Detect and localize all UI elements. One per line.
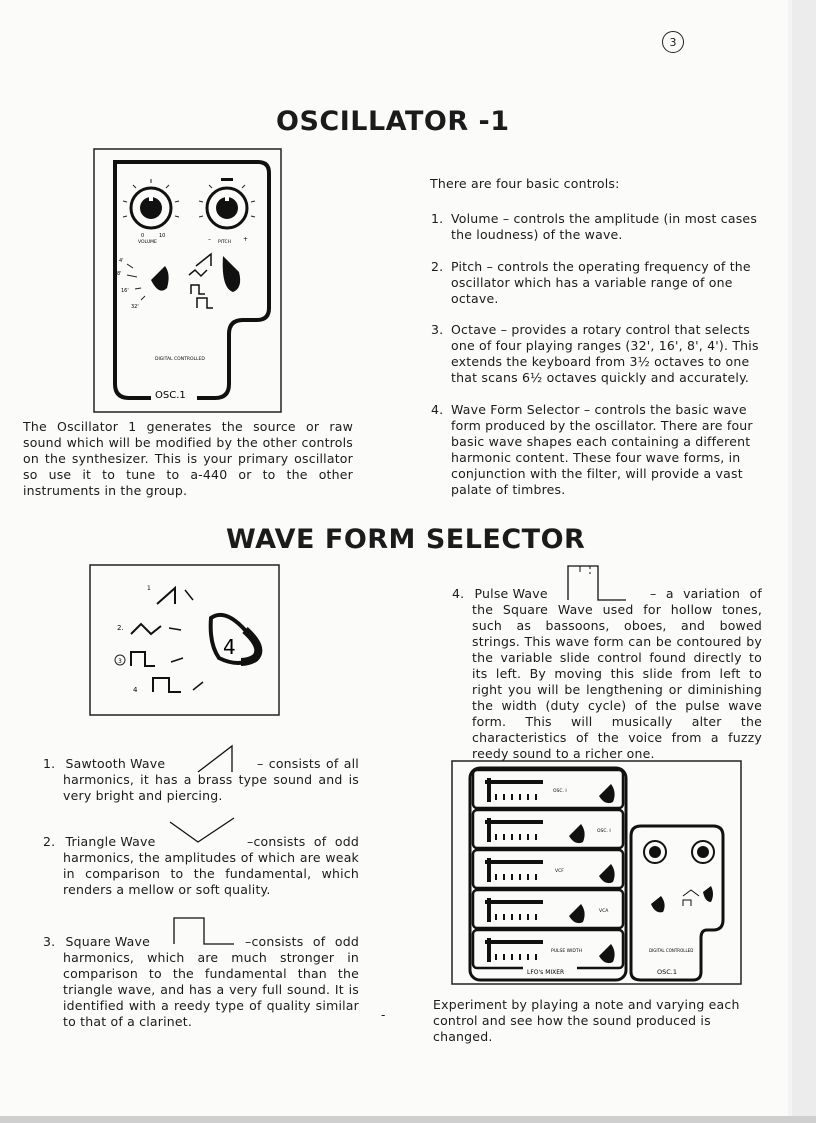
item-text: Pitch – controls the operating frequency of the oscillator which has a variable range of one octave. — [451, 259, 751, 306]
item-number: 4. — [431, 402, 444, 417]
mixer-label: LFO's MIXER — [527, 969, 565, 976]
volume-knob — [123, 179, 179, 228]
svg-text:3: 3 — [118, 658, 122, 665]
wave-name: Triangle Wave — [65, 834, 156, 849]
item-text: Wave Form Selector – controls the basic wave form produced by the oscillator. There are four basic wave shapes each containing a different harmonic content. These four wave forms, in conjunction with the filter, will provide a vast palate of timbres. — [451, 402, 753, 497]
item-number: 1. — [431, 211, 444, 226]
mixer-row-label: VCF — [555, 869, 564, 874]
wave-text: – a variation of the Square Wave used for hollow tones, such as bassoons, oboes, and bowed strings. This wave form can be contoured by the variable slide control found directly to its left. By moving this slide from left to right you will be lengthening or diminishing the width (duty cycle) of the pulse wave form. This will musically alter the characteristics of the voice from a fuzzy reedy sound to a richer one. — [472, 586, 762, 761]
item-number: 1. — [43, 756, 56, 771]
mixer-row-label: OSC. I — [553, 789, 567, 794]
digital-controlled-label: DIGITAL CONTROLLED — [155, 357, 205, 362]
osc-name-label: OSC.1 — [155, 390, 186, 401]
svg-text:+: + — [243, 236, 249, 243]
wave-name: Sawtooth Wave — [65, 756, 166, 771]
mini-digital-label: DIGITAL CONTROLLED — [649, 948, 694, 953]
volume-label: VOLUME — [138, 240, 157, 245]
svg-text:8': 8' — [117, 271, 122, 277]
item-text: Volume – controls the amplitude (in most cases the loudness) of the wave. — [451, 211, 758, 242]
mixer-row-label: PULSE WIDTH — [551, 949, 583, 954]
mixer-row-label: OSC. I — [597, 829, 611, 834]
page-number: 3 — [662, 31, 684, 53]
oscillator-caption: The Oscillator 1 generates the source or raw sound which will be modified by the other controls on the synthesizer. This is your primary oscillator so use it to tune to a-440 or to the other instruments in the group. — [23, 419, 353, 498]
item-number: 2. — [43, 834, 56, 849]
controls-intro: There are four basic controls: — [430, 176, 620, 191]
mixer-panel-figure — [451, 760, 743, 990]
svg-text:16': 16' — [121, 288, 129, 294]
wave-form-selector-title: WAVE FORM SELECTOR — [226, 524, 586, 555]
svg-text:4': 4' — [119, 258, 124, 264]
wave-selector-small — [189, 254, 240, 308]
svg-text:–: – — [208, 236, 211, 243]
wave-text: –consists of odd harmonics, which are much stronger in comparison to the fundamental than the triangle wave, and has a very full sound. It is identified with a reedy type of quality similar to that of a clarinet. — [63, 934, 359, 1029]
bottom-edge — [0, 1116, 816, 1123]
page-edge — [792, 0, 816, 1123]
item-text: Octave – provides a rotary control that selects one of four playing ranges (32', 16', 8', 4'). This extends the keyboard from 3½ octaves to one that scans 6½ octaves quickly and accurately. — [451, 322, 759, 385]
svg-text:2.: 2. — [117, 624, 124, 632]
wave-name: Pulse Wave — [474, 586, 548, 601]
margin-dash: - — [381, 1008, 386, 1022]
svg-text:10: 10 — [159, 233, 166, 239]
wave-text: –consists of odd harmonics, the amplitudes of which are weak in comparison to the fundamental, which renders a mellow or soft quality. — [63, 834, 359, 897]
wave-text: – consists of all harmonics, it has a brass type sound and is very bright and piercing. — [63, 756, 359, 803]
oscillator-panel-figure — [93, 148, 283, 418]
experiment-footer: Experiment by playing a note and varying each control and see how the sound produced is changed. — [433, 997, 740, 1044]
wave-selector-figure — [89, 564, 281, 721]
mixer-row-label: VCA — [599, 909, 609, 914]
item-number: 2. — [431, 259, 444, 274]
svg-text:0: 0 — [141, 233, 145, 239]
mixer-rows — [473, 770, 623, 968]
octave-selector — [117, 258, 169, 310]
wave-name: Square Wave — [65, 934, 151, 949]
selector-number: 4 — [223, 635, 236, 659]
svg-text:1: 1 — [147, 585, 151, 592]
pitch-label: PITCH — [218, 240, 232, 245]
item-number: 3. — [431, 322, 444, 337]
item-number: 4. — [452, 586, 465, 601]
oscillator-title: OSCILLATOR -1 — [276, 106, 510, 137]
mini-osc-label: OSC.1 — [657, 968, 677, 976]
svg-text:4: 4 — [133, 686, 138, 694]
pitch-knob — [199, 178, 255, 228]
item-number: 3. — [43, 934, 56, 949]
svg-text:32': 32' — [131, 304, 139, 310]
